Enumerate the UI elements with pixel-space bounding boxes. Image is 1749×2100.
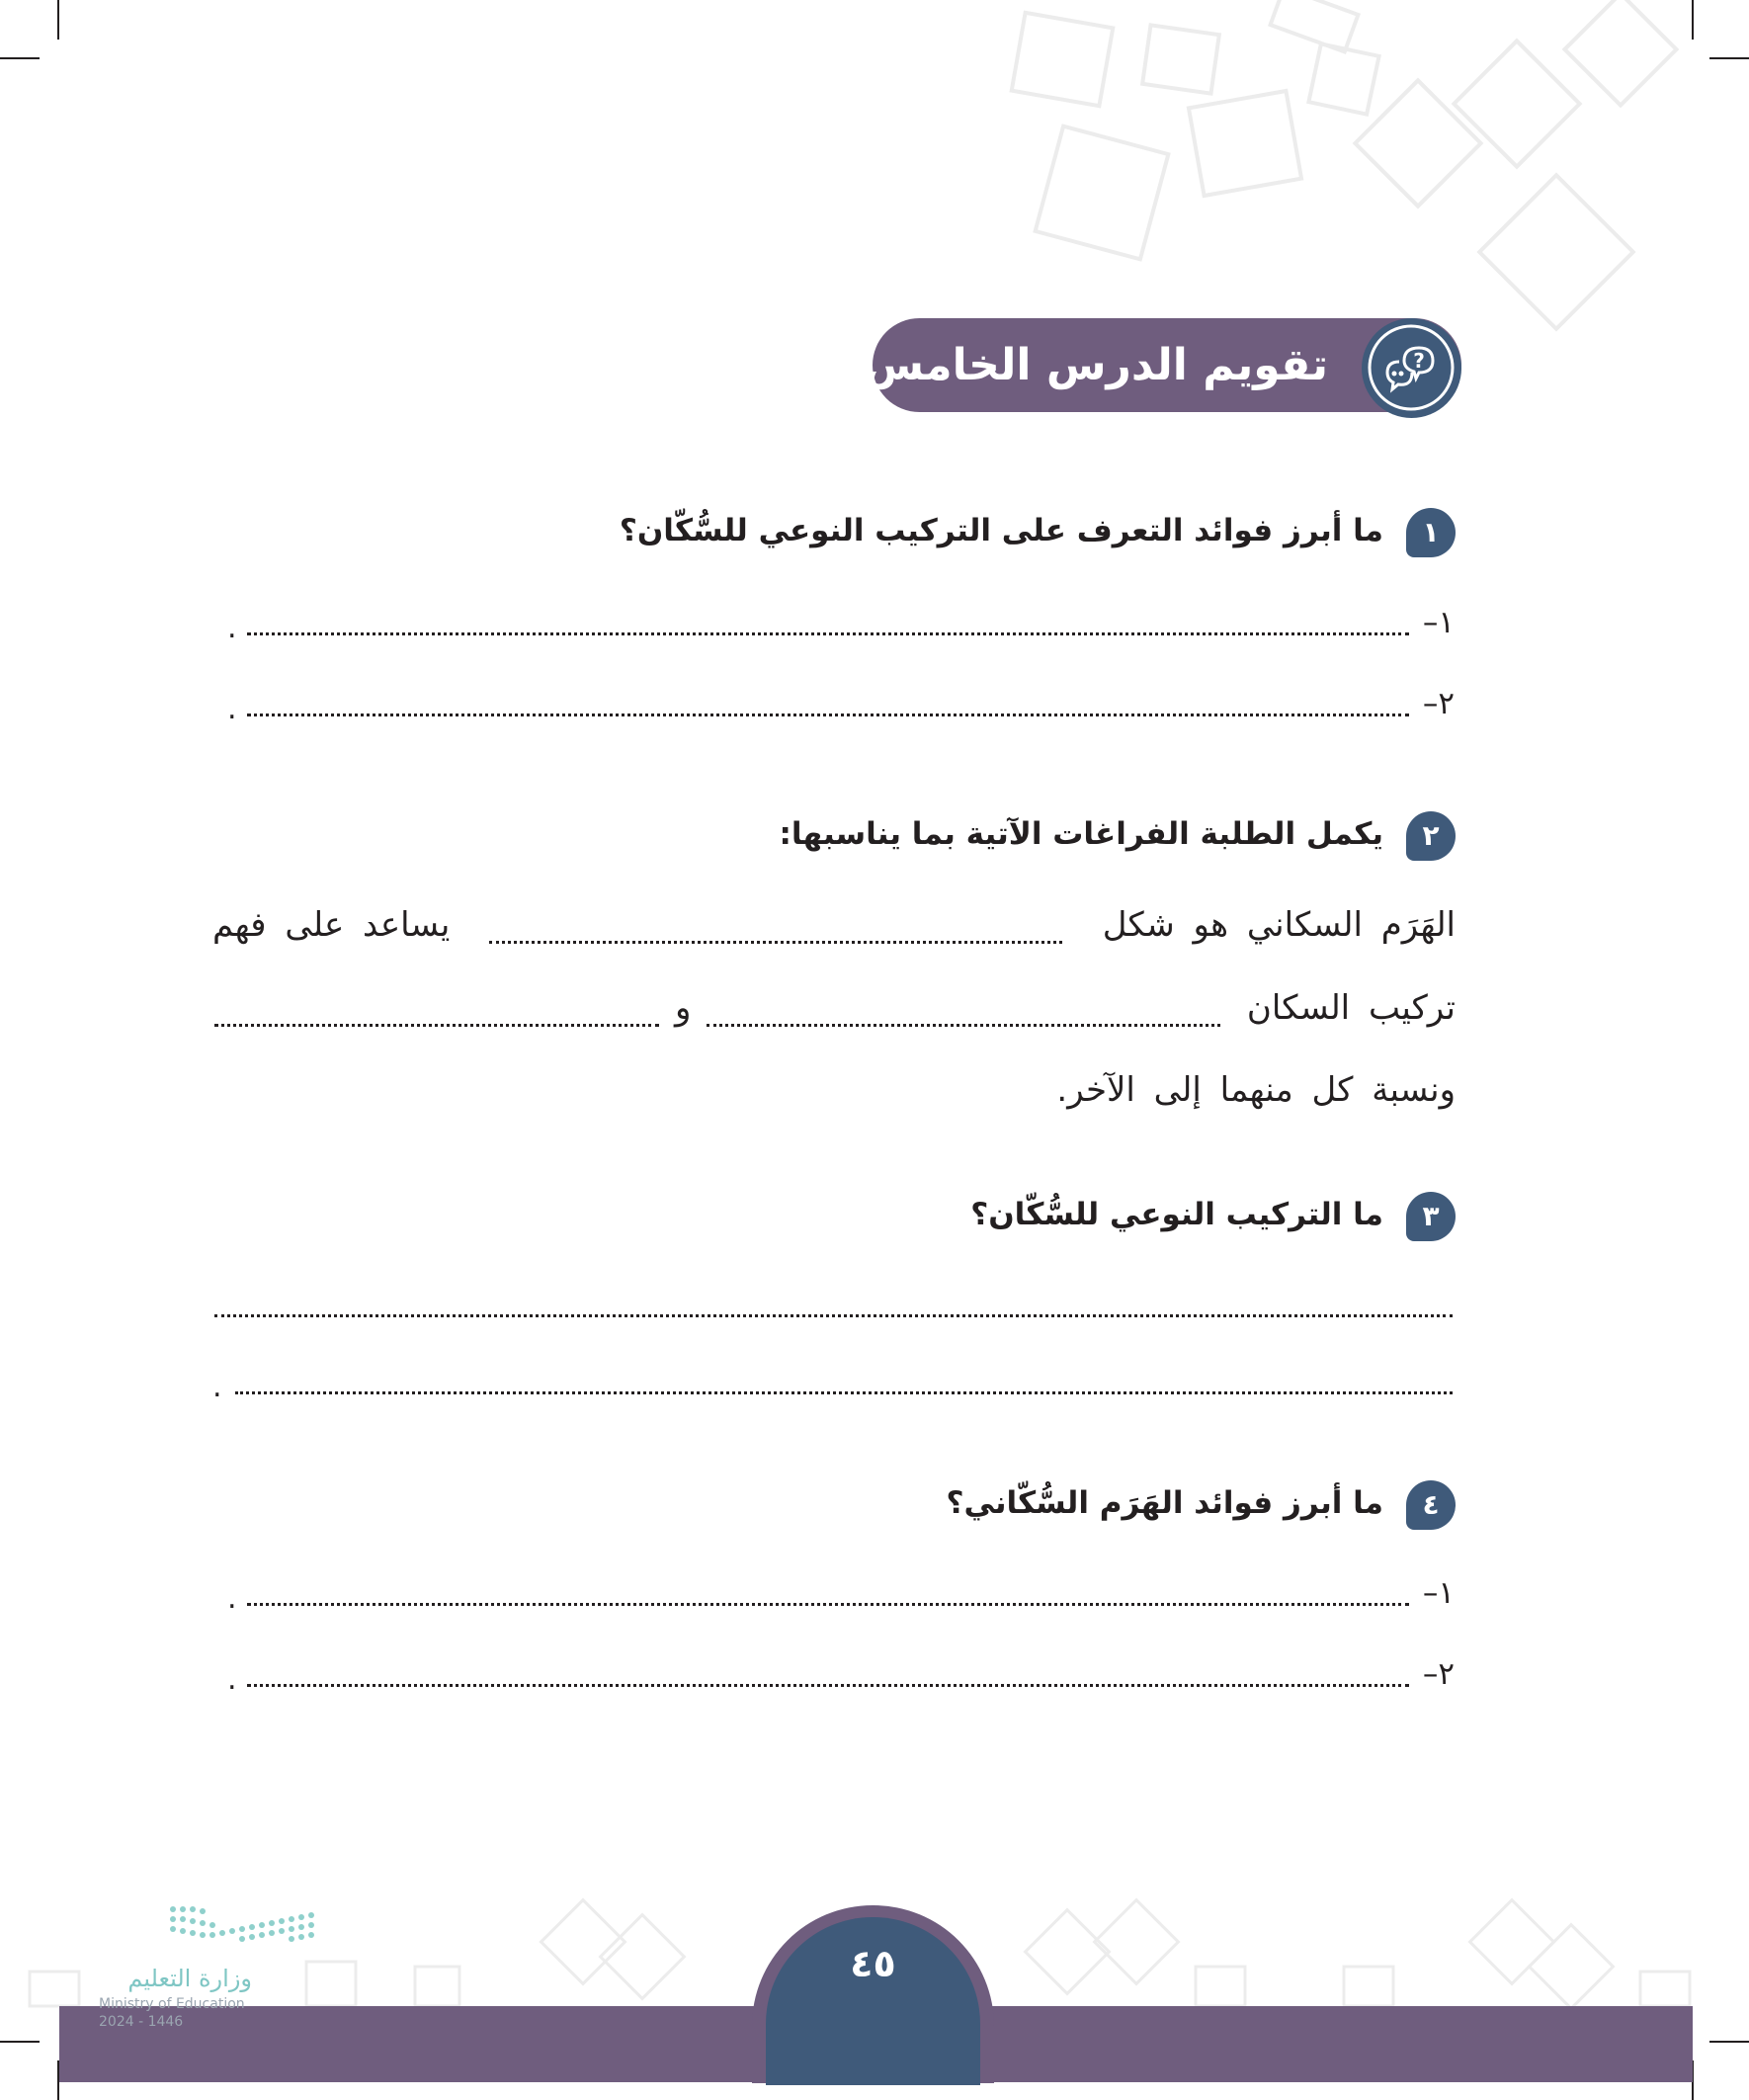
answer-line[interactable] (214, 1314, 1453, 1317)
fill-line-start: الهَرَم السكاني هو شكل (1102, 905, 1456, 945)
line-period: . (227, 692, 237, 726)
question-number-badge: ٣ (1406, 1192, 1456, 1241)
answer-line[interactable] (247, 1684, 1409, 1687)
ministry-name-ar: وزارة التعليم (127, 1965, 252, 1992)
line-period: . (212, 1370, 222, 1404)
line-period: . (227, 611, 237, 645)
fill-blank[interactable] (707, 1024, 1220, 1027)
line-period: . (227, 1662, 237, 1697)
page-number: ٤٥ (850, 1942, 896, 1985)
question-speech-bubble-icon (1362, 318, 1461, 418)
question-text: ما أبرز فوائد التعرف على التركيب النوعي للسُّكّان؟ (619, 513, 1383, 548)
answer-line[interactable] (247, 1603, 1409, 1606)
answer-line[interactable] (235, 1391, 1453, 1394)
lesson-title: تقويم الدرس الخامس (864, 340, 1328, 390)
question-number-badge: ٢ (1406, 811, 1456, 861)
answer-label: ٢– (1422, 686, 1455, 721)
answer-line[interactable] (247, 714, 1409, 716)
svg-text:?: ? (1413, 349, 1425, 373)
answer-label: ١– (1422, 605, 1455, 640)
question-text: ما أبرز فوائد الهَرَم السُّكّاني؟ (946, 1485, 1383, 1521)
fill-blank[interactable] (489, 941, 1062, 944)
question-number-badge: ١ (1406, 508, 1456, 557)
fill-blank[interactable] (214, 1024, 659, 1027)
line-period: . (227, 1581, 237, 1616)
edition-year: 2024 - 1446 (99, 2014, 184, 2030)
question-text: ما التركيب النوعي للسُّكّان؟ (970, 1197, 1383, 1232)
answer-line[interactable] (247, 632, 1409, 635)
fill-line-start: تركيب السكان (1246, 988, 1456, 1028)
ministry-name-en: Ministry of Education (99, 1996, 245, 2012)
ministry-logo-dots (94, 1897, 331, 1957)
fill-line-end: يساعد على فهم (212, 905, 451, 945)
question-number-badge: ٤ (1406, 1480, 1456, 1530)
answer-label: ١– (1422, 1575, 1455, 1611)
fill-line-start: ونسبة كل منهما إلى الآخر. (1056, 1070, 1456, 1110)
question-text: يكمل الطلبة الفراغات الآتية بما يناسبها: (779, 816, 1383, 852)
fill-connector: و (675, 988, 692, 1028)
answer-label: ٢– (1422, 1656, 1455, 1692)
